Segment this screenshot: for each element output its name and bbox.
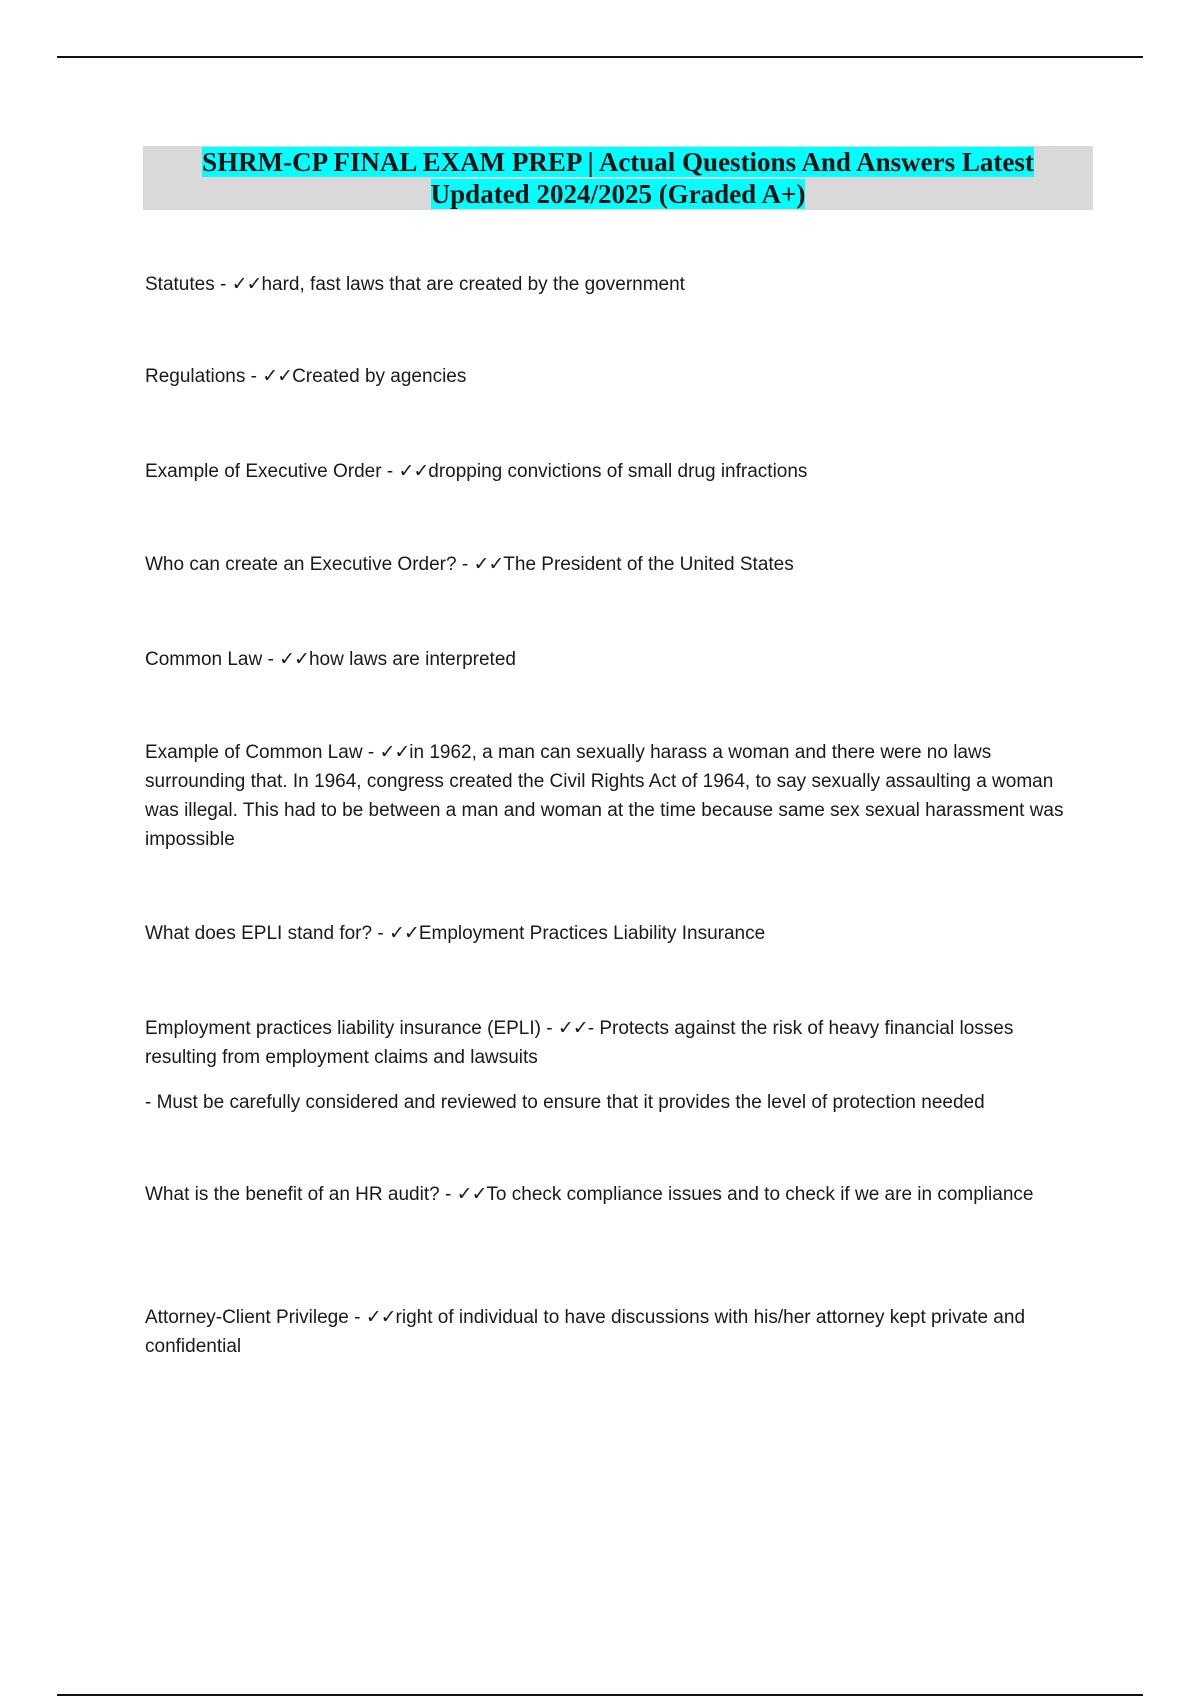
term: Attorney-Client Privilege bbox=[145, 1307, 349, 1328]
definition: in 1962, a man can sexually harass a woman and there were no laws surrounding that. In 1964, congress created the Civil Rights Act of 1964, to say sexually assaulting a woman was illegal. This had to be between a man and woman at the time because same sex sexual harassment was impossible bbox=[145, 742, 1064, 850]
separator: - bbox=[372, 923, 389, 944]
double-check-icon: ✓✓ bbox=[557, 1017, 588, 1039]
term: Example of Common Law bbox=[145, 742, 363, 763]
definition: The President of the United States bbox=[503, 554, 794, 575]
definition: how laws are interpreted bbox=[308, 649, 516, 670]
qa-text bbox=[145, 270, 1075, 299]
term: Regulations bbox=[145, 366, 246, 387]
qa-text bbox=[145, 362, 1075, 391]
term: What is the benefit of an HR audit? bbox=[145, 1184, 440, 1205]
separator: - bbox=[214, 274, 232, 295]
double-check-icon: ✓✓ bbox=[398, 460, 429, 482]
title-line-1: SHRM-CP FINAL EXAM PREP | Actual Questions And Answers Latest bbox=[202, 147, 1034, 177]
term: Example of Executive Order bbox=[145, 461, 382, 482]
separator: - bbox=[541, 1018, 558, 1039]
definition: Employment Practices Liability Insurance bbox=[418, 923, 766, 944]
definition: right of individual to have discussions with his/her attorney kept private and confidential bbox=[145, 1307, 1026, 1357]
double-check-icon: ✓✓ bbox=[456, 1183, 487, 1205]
document-title bbox=[143, 146, 1093, 210]
qa-text bbox=[145, 1303, 1075, 1361]
double-check-icon: ✓✓ bbox=[231, 273, 262, 295]
term: Who can create an Executive Order? bbox=[145, 554, 457, 575]
qa-entry bbox=[145, 550, 1075, 579]
qa-entry bbox=[145, 919, 1075, 948]
bottom-rule bbox=[57, 1694, 1143, 1696]
title-line-2: Updated 2024/2025 (Graded A+) bbox=[430, 179, 806, 209]
qa-text bbox=[145, 1180, 1075, 1209]
top-rule bbox=[57, 56, 1143, 58]
double-check-icon: ✓✓ bbox=[379, 741, 410, 763]
term: Common Law bbox=[145, 649, 263, 670]
separator: - bbox=[245, 366, 263, 387]
qa-entry bbox=[145, 1303, 1075, 1361]
definition: hard, fast laws that are created by the government bbox=[261, 274, 685, 295]
double-check-icon: ✓✓ bbox=[388, 922, 419, 944]
qa-entry bbox=[145, 362, 1075, 391]
separator: - bbox=[362, 742, 380, 763]
qa-entry bbox=[145, 738, 1075, 854]
double-check-icon: ✓✓ bbox=[365, 1306, 396, 1328]
qa-entry bbox=[145, 1180, 1075, 1209]
term: What does EPLI stand for? bbox=[145, 923, 373, 944]
qa-text bbox=[145, 645, 1075, 674]
separator: - bbox=[381, 461, 399, 482]
qa-extra-text: - Must be carefully considered and reviewed to ensure that it provides the level of protection needed bbox=[145, 1092, 985, 1113]
qa-text bbox=[145, 457, 1075, 486]
qa-entry bbox=[145, 645, 1075, 674]
definition: - Protects against the risk of heavy financial losses resulting from employment claims and lawsuits bbox=[145, 1018, 1014, 1068]
qa-text bbox=[145, 738, 1075, 854]
qa-entry bbox=[145, 270, 1075, 299]
qa-text bbox=[145, 1014, 1075, 1072]
separator: - bbox=[262, 649, 280, 670]
separator: - bbox=[348, 1307, 366, 1328]
definition: Created by agencies bbox=[292, 366, 467, 387]
qa-entry bbox=[145, 457, 1075, 486]
double-check-icon: ✓✓ bbox=[473, 553, 504, 575]
double-check-icon: ✓✓ bbox=[262, 365, 293, 387]
definition: dropping convictions of small drug infractions bbox=[428, 461, 808, 482]
separator: - bbox=[439, 1184, 457, 1205]
definition: To check compliance issues and to check if we are in compliance bbox=[486, 1184, 1034, 1205]
separator: - bbox=[456, 554, 474, 575]
qa-text bbox=[145, 919, 1075, 948]
term: Statutes bbox=[145, 274, 215, 295]
qa-entry bbox=[145, 1014, 1075, 1117]
term: Employment practices liability insurance (EPLI) bbox=[145, 1018, 541, 1039]
qa-text bbox=[145, 550, 1075, 579]
double-check-icon: ✓✓ bbox=[279, 648, 309, 670]
